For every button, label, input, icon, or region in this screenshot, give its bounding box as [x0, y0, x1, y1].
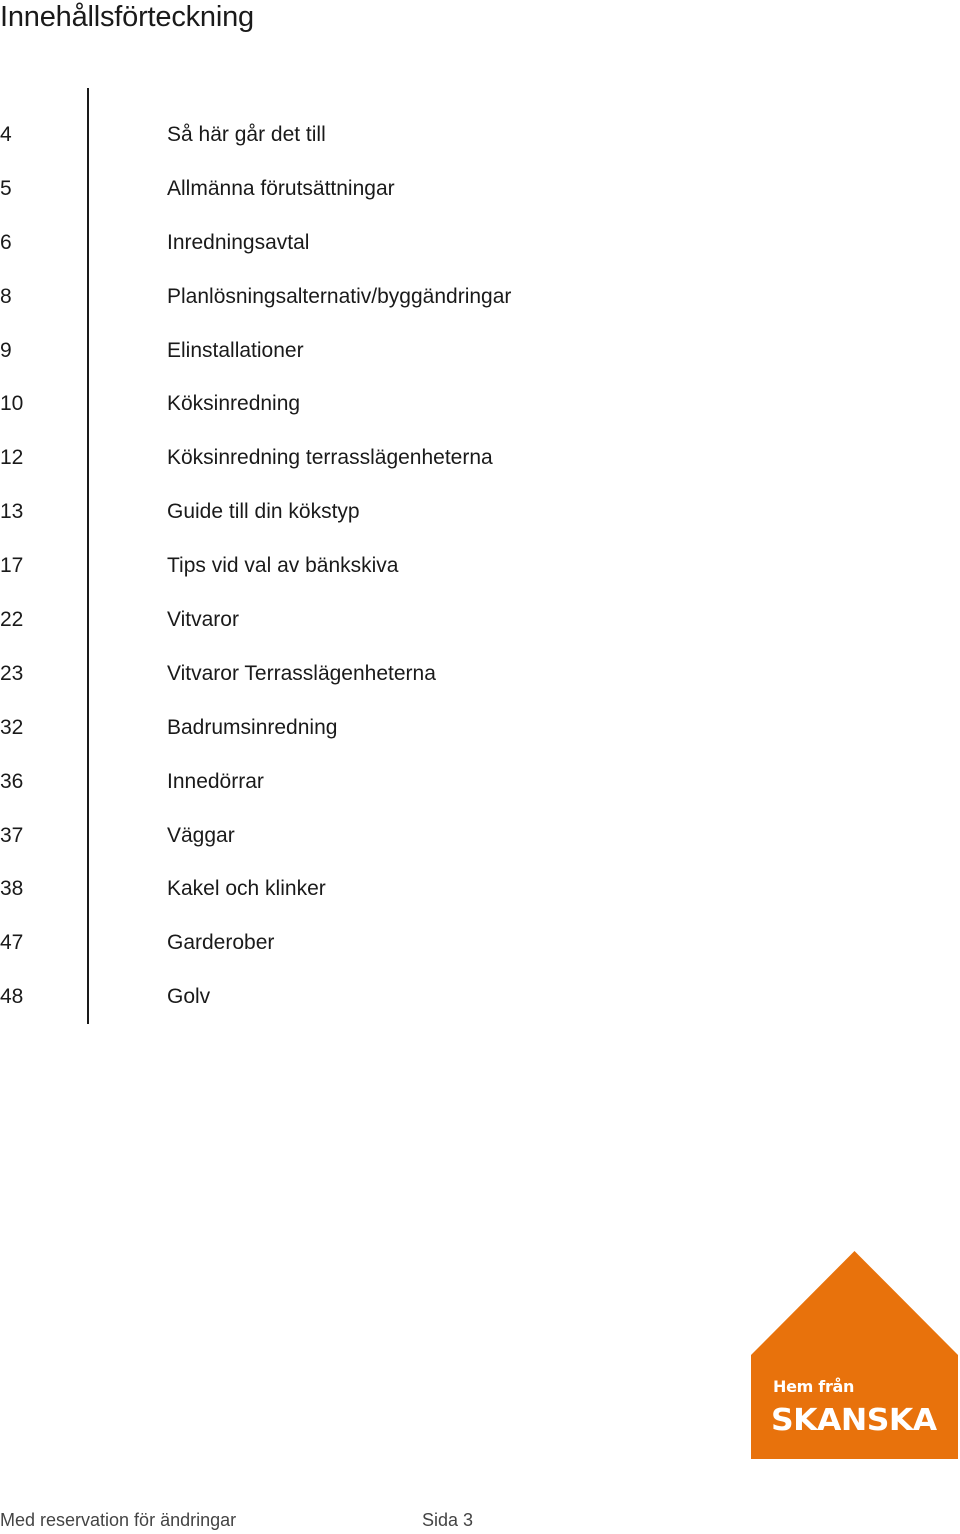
toc-page-number: 10 [0, 392, 24, 416]
toc-page-number: 47 [0, 931, 24, 955]
toc-page-number: 23 [0, 661, 24, 685]
toc-entry[interactable] [0, 916, 700, 970]
toc-entry[interactable] [0, 647, 700, 701]
toc-entry[interactable] [0, 108, 700, 162]
toc-page-number: 48 [0, 985, 24, 1009]
toc-entry-title: Allmänna förutsättningar [167, 176, 395, 200]
toc-entry-title: Vitvaror Terrasslägenheterna [167, 661, 436, 685]
footer-note: Med reservation för ändringar [0, 1510, 237, 1530]
toc-page-number: 37 [0, 823, 24, 847]
toc-page-number: 5 [0, 176, 12, 200]
toc-page-number: 38 [0, 877, 24, 901]
toc-page-number: 6 [0, 230, 12, 254]
toc-entry-title: Garderober [167, 931, 275, 955]
toc-entry[interactable] [0, 324, 700, 378]
toc-page-number: 12 [0, 446, 24, 470]
toc-entry[interactable] [0, 431, 700, 485]
toc-page-number: 13 [0, 500, 24, 524]
toc-entry[interactable] [0, 862, 700, 916]
toc-entry[interactable] [0, 216, 700, 270]
toc-page-number: 9 [0, 338, 12, 362]
toc-entry-title: Planlösningsalternativ/byggändringar [167, 284, 512, 308]
page-footer [0, 1506, 960, 1534]
toc-entry[interactable] [0, 970, 700, 1024]
toc-page-number: 8 [0, 284, 12, 308]
toc-page-number: 32 [0, 715, 24, 739]
toc-entry-title: Köksinredning terrasslägenheterna [167, 446, 493, 470]
toc-entry-title: Elinstallationer [167, 338, 304, 362]
toc-page-number: 4 [0, 123, 12, 146]
toc-entry[interactable] [0, 539, 700, 593]
toc-list [0, 108, 700, 1024]
toc-entry-title: Badrumsinredning [167, 715, 338, 739]
toc-entry[interactable] [0, 485, 700, 539]
footer-page-number: Sida 3 [422, 1510, 474, 1530]
toc-entry[interactable] [0, 809, 700, 863]
toc-page-number: 17 [0, 554, 24, 578]
toc-entry[interactable] [0, 377, 700, 431]
toc-entry-title: Innedörrar [167, 769, 264, 793]
toc-entry-title: Tips vid val av bänkskiva [167, 554, 399, 578]
toc-entry-title: Väggar [167, 823, 235, 847]
toc-entry-title: Kakel och klinker [167, 877, 326, 901]
skanska-logo [751, 1251, 958, 1459]
toc-page-number: 36 [0, 769, 24, 793]
toc-entry[interactable] [0, 701, 700, 755]
toc-entry[interactable] [0, 162, 700, 216]
toc-entry-title: Inredningsavtal [167, 230, 310, 254]
page-title: Innehållsförteckning [0, 1, 254, 33]
toc-entry-title: Guide till din kökstyp [167, 500, 360, 524]
toc-entry-title: Vitvaror [167, 608, 239, 632]
toc-entry[interactable] [0, 755, 700, 809]
toc-page-number: 22 [0, 608, 24, 632]
toc-entry[interactable] [0, 593, 700, 647]
logo-tagline: Hem från [773, 1377, 855, 1396]
toc-entry-title: Köksinredning [167, 392, 301, 416]
toc-entry-title: Så här går det till [167, 123, 326, 146]
toc-entry[interactable] [0, 270, 700, 324]
toc-entry-title: Golv [167, 985, 211, 1009]
logo-brand: SKANSKA [771, 1403, 937, 1438]
